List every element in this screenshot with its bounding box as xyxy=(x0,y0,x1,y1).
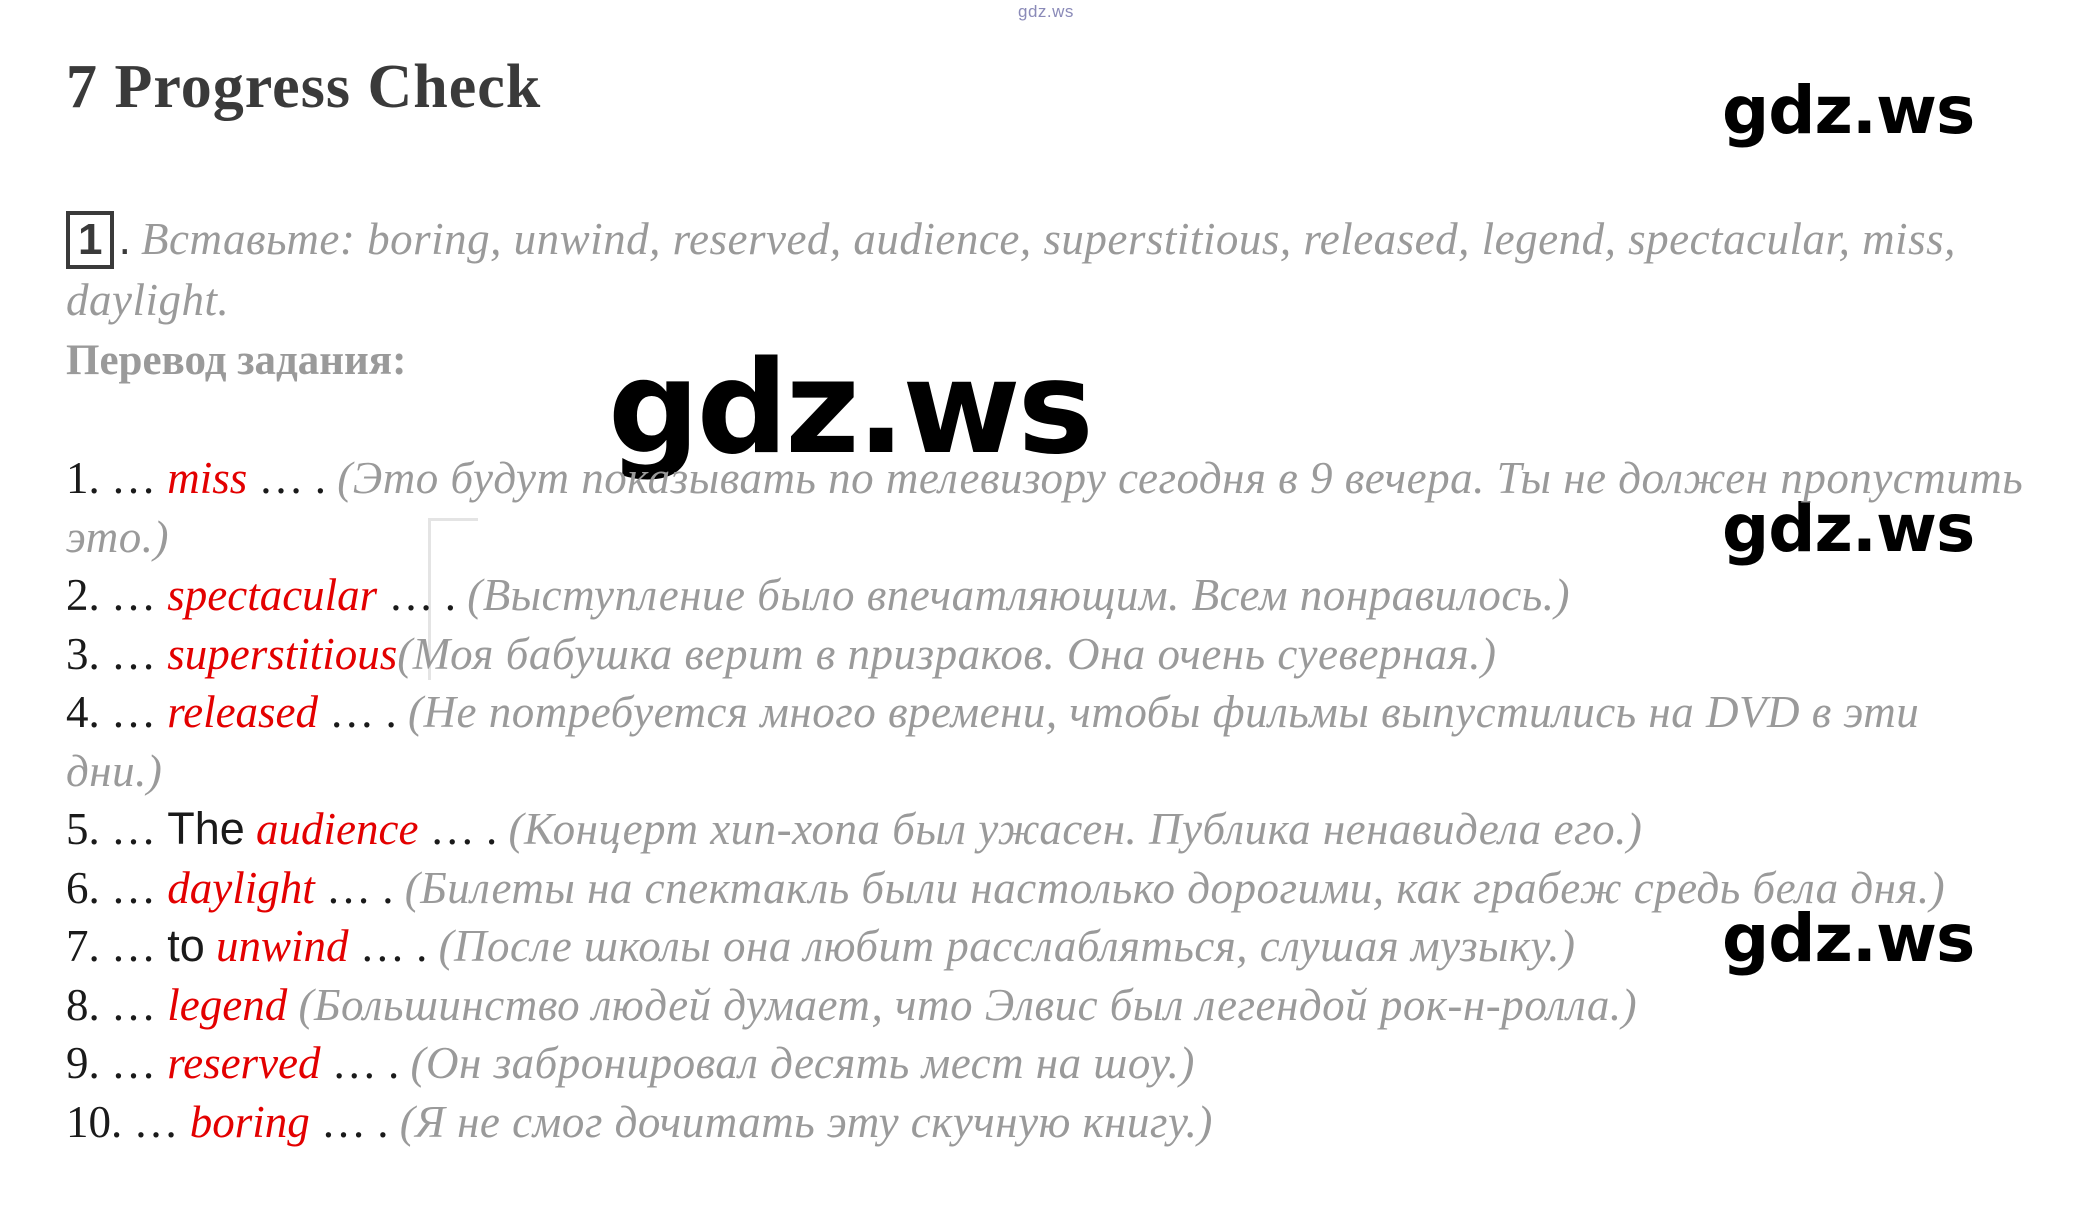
answer-prefix: The xyxy=(167,803,245,854)
answer-word: audience xyxy=(256,804,419,854)
answer-word: released xyxy=(167,687,319,737)
answer-item xyxy=(66,1093,2026,1152)
answer-number: 10. … xyxy=(66,1096,179,1147)
answer-translation: (Он забронировал десять мест на шоу.) xyxy=(410,1038,1195,1088)
answer-ellipsis: … . xyxy=(331,1038,400,1088)
top-watermark: gdz.ws xyxy=(1018,2,1074,21)
exercise-instruction xyxy=(66,208,2026,331)
answer-word: legend xyxy=(167,979,288,1030)
answer-item xyxy=(66,625,2026,684)
watermark: gdz.ws xyxy=(1722,900,1975,977)
answer-word: daylight xyxy=(167,862,315,913)
answer-number: 9. … xyxy=(66,1038,156,1088)
page-title: 7 Progress Check xyxy=(66,53,542,121)
answer-item xyxy=(66,449,2026,566)
answer-word: boring xyxy=(189,1096,310,1147)
answer-item xyxy=(66,800,2026,859)
answer-number: 8. … xyxy=(66,979,156,1030)
answer-ellipsis: … . xyxy=(329,687,397,737)
answer-translation: (Концерт хип-хопа был ужасен. Публика ненавидела его.) xyxy=(508,804,1643,854)
answer-number: 1. … xyxy=(66,453,156,503)
answer-translation: (Моя бабушка верит в призраков. Она очень суеверная.) xyxy=(397,628,1497,679)
exercise-number-dot: . xyxy=(118,213,131,264)
answer-item xyxy=(66,917,2026,976)
instruction-text: Вставьте: boring, unwind, reserved, audience, superstitious, released, legend, spectacular, miss, daylight. xyxy=(66,214,1956,325)
translation-label: Перевод задания: xyxy=(66,337,407,384)
answer-ellipsis: … . xyxy=(325,862,394,913)
answer-translation: (Не потребуется много времени, чтобы фильмы выпустились на DVD в эти дни.) xyxy=(66,687,1920,796)
answer-prefix: to xyxy=(167,920,205,971)
exercise-number-box: 1 xyxy=(66,211,114,269)
answer-translation: (Это будут показывать по телевизору сегодня в 9 вечера. Ты не должен пропустить это.) xyxy=(66,453,2024,562)
answer-item xyxy=(66,859,2026,918)
answer-translation: (Я не смог дочитать эту скучную книгу.) xyxy=(399,1096,1213,1147)
answer-translation: (Большинство людей думает, что Элвис был легендой рок-н-ролла.) xyxy=(298,979,1638,1030)
answer-ellipsis: … . xyxy=(321,1096,389,1147)
answer-number: 2. … xyxy=(66,570,156,620)
answer-word: miss xyxy=(167,453,248,503)
answer-word: reserved xyxy=(167,1038,321,1088)
answer-list xyxy=(66,449,2026,1151)
answer-item xyxy=(66,976,2026,1035)
watermark-large: gdz.ws xyxy=(608,334,1091,483)
answer-word: superstitious xyxy=(167,628,398,679)
answer-number: 4. … xyxy=(66,687,156,737)
answer-translation: (Билеты на спектакль были настолько дорогими, как грабеж средь бела дня.) xyxy=(404,862,1946,913)
answer-number: 7. … xyxy=(66,921,156,971)
answer-item xyxy=(66,1034,2026,1093)
answer-translation: (После школы она любит расслабляться, слушая музыку.) xyxy=(438,921,1576,971)
answer-ellipsis: … . xyxy=(359,921,428,971)
answer-translation: (Выступление было впечатляющим. Всем понравилось.) xyxy=(467,570,1571,620)
answer-number: 5. … xyxy=(66,804,156,854)
answer-item xyxy=(66,566,2026,625)
answer-word: unwind xyxy=(216,921,349,971)
answer-ellipsis: … . xyxy=(258,453,327,503)
answer-number: 6. … xyxy=(66,862,156,913)
answer-word: spectacular xyxy=(167,570,378,620)
answer-number: 3. … xyxy=(66,628,156,679)
answer-item xyxy=(66,683,2026,800)
watermark: gdz.ws xyxy=(1722,72,1975,149)
watermark: gdz.ws xyxy=(1722,490,1975,567)
answer-ellipsis: … . xyxy=(388,570,456,620)
answer-ellipsis: … . xyxy=(429,804,498,854)
